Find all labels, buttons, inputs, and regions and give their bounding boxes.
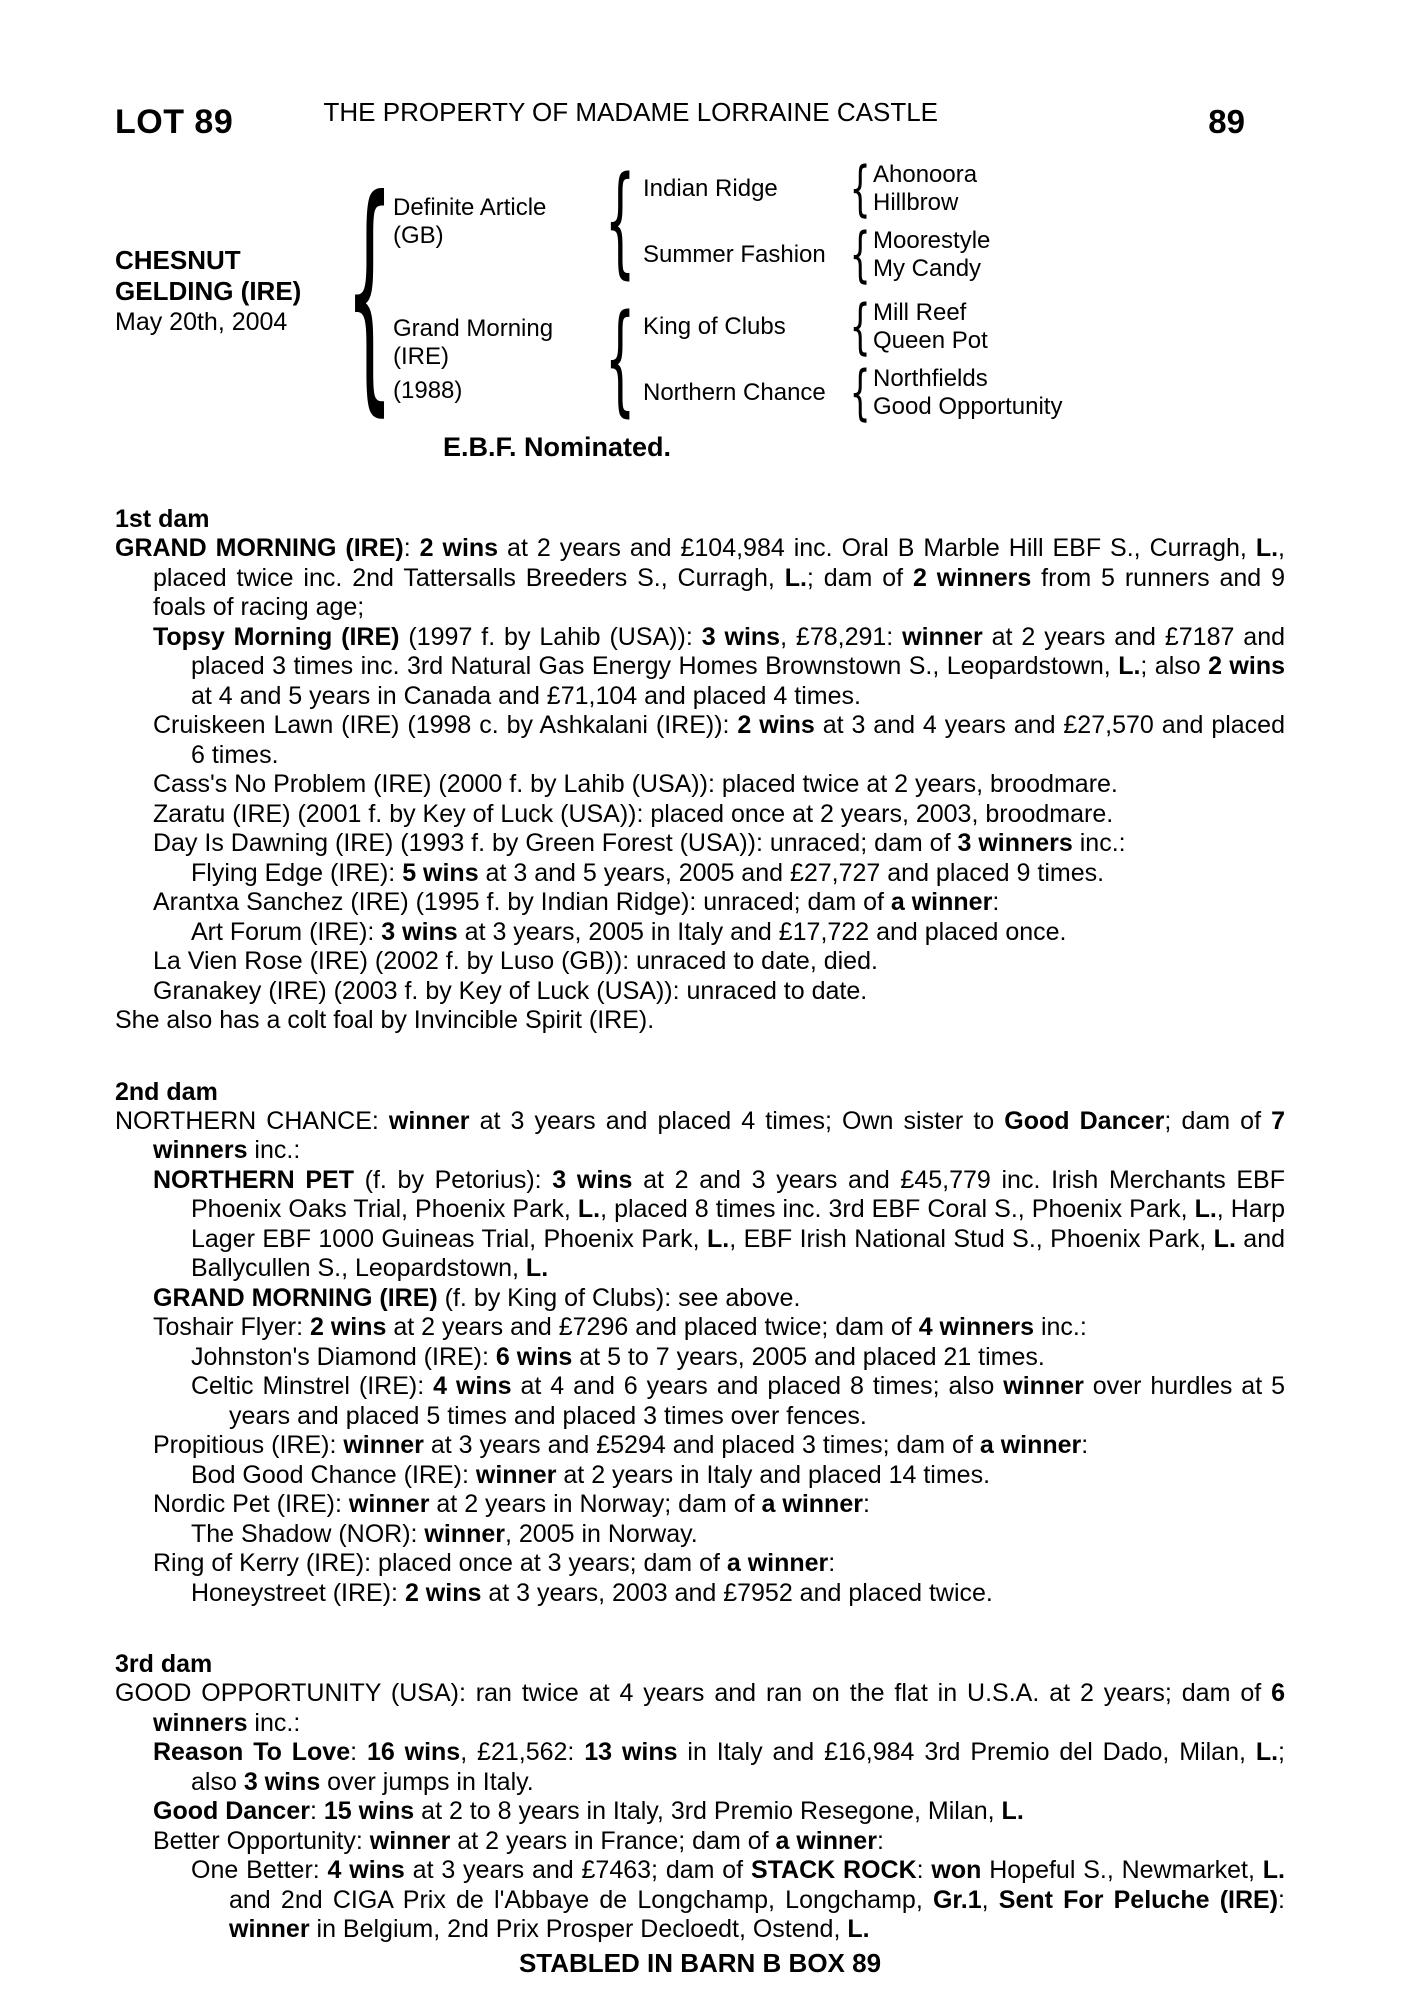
sire-branch	[387, 152, 1062, 291]
sire-name	[387, 194, 605, 250]
lot-number: LOT 89	[115, 103, 234, 141]
grandparent-name: King of Clubs	[643, 313, 786, 340]
pedigree-paragraph: The Shadow (NOR): winner, 2005 in Norway.	[191, 1519, 698, 1548]
pair-brace: {	[849, 292, 871, 362]
pedigree-paragraph: One Better: 4 wins at 3 years and £7463; dam of STACK ROCK: won Hopeful S., Newmarket, L. and 2nd CIGA Prix de l'Abbaye de Longchamp, Longchamp, Gr.1, Sent For Peluche (IRE): winner in Belgium, 2nd Prix Prosper Decloedt, Ostend, L.	[191, 1856, 1285, 1943]
pedigree-paragraph: Zaratu (IRE) (2001 f. by Key of Luck (USA)): placed once at 2 years, 2003, broodmare.	[153, 799, 1114, 828]
dam-heading: 2nd dam	[115, 1077, 218, 1106]
pedigree-paragraph: Johnston's Diamond (IRE): 6 wins at 5 to 7 years, 2005 and placed 21 times.	[191, 1342, 1045, 1371]
pedigree-paragraph: Ring of Kerry (IRE): placed once at 3 years; dam of a winner:	[153, 1549, 836, 1577]
pedigree-paragraph: Day Is Dawning (IRE) (1993 f. by Green Forest (USA)): unraced; dam of 3 winners inc.:	[153, 829, 1126, 857]
subject-name-line1: CHESNUT	[115, 244, 241, 275]
stabling-note: STABLED IN BARN B BOX 89	[518, 1947, 882, 1978]
pedigree-paragraph: She also has a colt foal by Invincible Spirit (IRE).	[115, 1006, 655, 1034]
pedigree-paragraph: Topsy Morning (IRE) (1997 f. by Lahib (USA)): 3 wins, £78,291: winner at 2 years and £7187 and placed 3 times inc. 3rd Natural Gas Energy Homes Brownstown S., Leopardstown, L.; also 2 wins at 4 and 5 years in Canada and £71,104 and placed 4 times.	[153, 622, 1286, 710]
dam-brace: {	[604, 290, 636, 429]
pedigree-paragraph: Nordic Pet (IRE): winner at 2 years in Norway; dam of a winner:	[153, 1490, 870, 1518]
dam-year: (1988)	[393, 377, 463, 404]
grandparent-name: Northern Chance	[643, 379, 826, 406]
dam-heading: 1st dam	[115, 505, 210, 533]
grandsire-row	[635, 292, 1062, 362]
subject-foaling-date: May 20th, 2004	[115, 307, 288, 336]
ancestor-name: My Candy	[873, 255, 982, 282]
dam-heading: 3rd dam	[115, 1650, 213, 1678]
pedigree-paragraph: Better Opportunity: winner at 2 years in France; dam of a winner:	[153, 1826, 884, 1855]
pedigree-paragraph: Honeystreet (IRE): 2 wins at 3 years, 2003 and £7952 and placed twice.	[191, 1578, 993, 1607]
pair-brace: {	[849, 154, 871, 224]
grandam-row	[635, 220, 991, 290]
pedigree-paragraph: GRAND MORNING (IRE): 2 wins at 2 years and £104,984 inc. Oral B Marble Hill EBF S., Curragh, L., placed twice inc. 2nd Tattersalls Breeders S., Curragh, L.; dam of 2 winners from 5 runners and 9 foals of racing age;	[115, 534, 1286, 621]
pedigree-paragraph: Propitious (IRE): winner at 3 years and £5294 and placed 3 times; dam of a winner:	[153, 1431, 1089, 1459]
pedigree-paragraph: La Vien Rose (IRE) (2002 f. by Luso (GB)): unraced to date, died.	[153, 947, 878, 975]
pedigree-paragraph: NORTHERN CHANCE: winner at 3 years and placed 4 times; Own sister to Good Dancer; dam of 7 winners inc.:	[115, 1106, 1286, 1164]
pedigree-paragraph: Celtic Minstrel (IRE): 4 wins at 4 and 6 years and placed 8 times; also winner over hurdles at 5 years and placed 5 times and placed 3 times over fences.	[191, 1372, 1285, 1430]
property-title: THE PROPERTY OF MADAME LORRAINE CASTLE	[323, 97, 939, 127]
pedigree-paragraph: GOOD OPPORTUNITY (USA): ran twice at 4 years and ran on the flat in U.S.A. at 2 years; dam of 6 winners inc.:	[115, 1679, 1285, 1737]
pedigree-paragraph: Arantxa Sanchez (IRE) (1995 f. by Indian Ridge): unraced; dam of a winner:	[153, 888, 1000, 916]
ancestor-name: Hillbrow	[873, 189, 959, 216]
grandam-row	[635, 358, 1063, 428]
grandparent-name: Indian Ridge	[643, 175, 778, 202]
pedigree-paragraph: Good Dancer: 15 wins at 2 to 8 years in Italy, 3rd Premio Resegone, Milan, L.	[153, 1797, 1024, 1825]
pedigree-paragraph: Toshair Flyer: 2 wins at 2 years and £7296 and placed twice; dam of 4 winners inc.:	[153, 1313, 1087, 1341]
dam-branch	[387, 290, 1063, 429]
grandsire-row	[635, 154, 990, 224]
pedigree-paragraph: Granakey (IRE) (2003 f. by Key of Luck (USA)): unraced to date.	[153, 976, 868, 1005]
ancestor-name: Good Opportunity	[873, 393, 1063, 420]
pedigree-paragraph: GRAND MORNING (IRE) (f. by King of Clubs): see above.	[153, 1283, 801, 1312]
ancestor-name: Northfields	[873, 365, 988, 392]
sire-brace: {	[604, 152, 636, 291]
pedigree-paragraph: Art Forum (IRE): 3 wins at 3 years, 2005 in Italy and £17,722 and placed once.	[191, 917, 1067, 946]
subject-horse	[115, 245, 353, 338]
page-header	[115, 95, 1285, 142]
sire-name-text: Definite Article	[393, 194, 547, 221]
dam-name-text: Grand Morning	[393, 315, 554, 342]
pedigree-paragraph: Flying Edge (IRE): 5 wins at 3 and 5 years, 2005 and £27,727 and placed 9 times.	[191, 858, 1105, 887]
pedigree-paragraph: Cruiskeen Lawn (IRE) (1998 c. by Ashkalani (IRE)): 2 wins at 3 and 4 years and £27,570 and placed 6 times.	[153, 711, 1285, 769]
pedigree-paragraph: Reason To Love: 16 wins, £21,562: 13 wins in Italy and £16,984 3rd Premio del Dado, Milan, L.; also 3 wins over jumps in Italy.	[153, 1738, 1285, 1796]
sire-suffix: (GB)	[393, 222, 444, 249]
dam-sections	[115, 504, 1285, 1945]
root-brace: {	[346, 145, 394, 437]
ebf-nominated: E.B.F. Nominated.	[442, 432, 672, 462]
grandparent-name: Summer Fashion	[643, 241, 826, 268]
pair-brace: {	[849, 358, 871, 428]
pedigree-tree	[115, 145, 1285, 437]
ancestor-name: Mill Reef	[873, 299, 967, 326]
pair-brace: {	[849, 220, 871, 290]
ancestor-name: Moorestyle	[873, 227, 991, 254]
pedigree-paragraph: Bod Good Chance (IRE): winner at 2 years in Italy and placed 14 times.	[191, 1460, 991, 1489]
dam-name	[387, 315, 605, 405]
ancestor-name: Ahonoora	[873, 161, 978, 188]
subject-name-line2: GELDING (IRE)	[115, 275, 302, 306]
dam-suffix: (IRE)	[393, 343, 449, 370]
pedigree-parents	[387, 152, 1063, 429]
page-number: 89	[1208, 103, 1245, 140]
ancestor-name: Queen Pot	[873, 327, 988, 354]
pedigree-paragraph: Cass's No Problem (IRE) (2000 f. by Lahib (USA)): placed twice at 2 years, broodmare.	[153, 770, 1118, 798]
pedigree-paragraph: NORTHERN PET (f. by Petorius): 3 wins at 2 and 3 years and £45,779 inc. Irish Merchants EBF Phoenix Oaks Trial, Phoenix Park, L., placed 8 times inc. 3rd EBF Coral S., Phoenix Park, L., Harp Lager EBF 1000 Guineas Trial, Phoenix Park, L., EBF Irish National Stud S., Phoenix Park, L. and Ballycullen S., Leopardstown, L.	[153, 1165, 1286, 1282]
